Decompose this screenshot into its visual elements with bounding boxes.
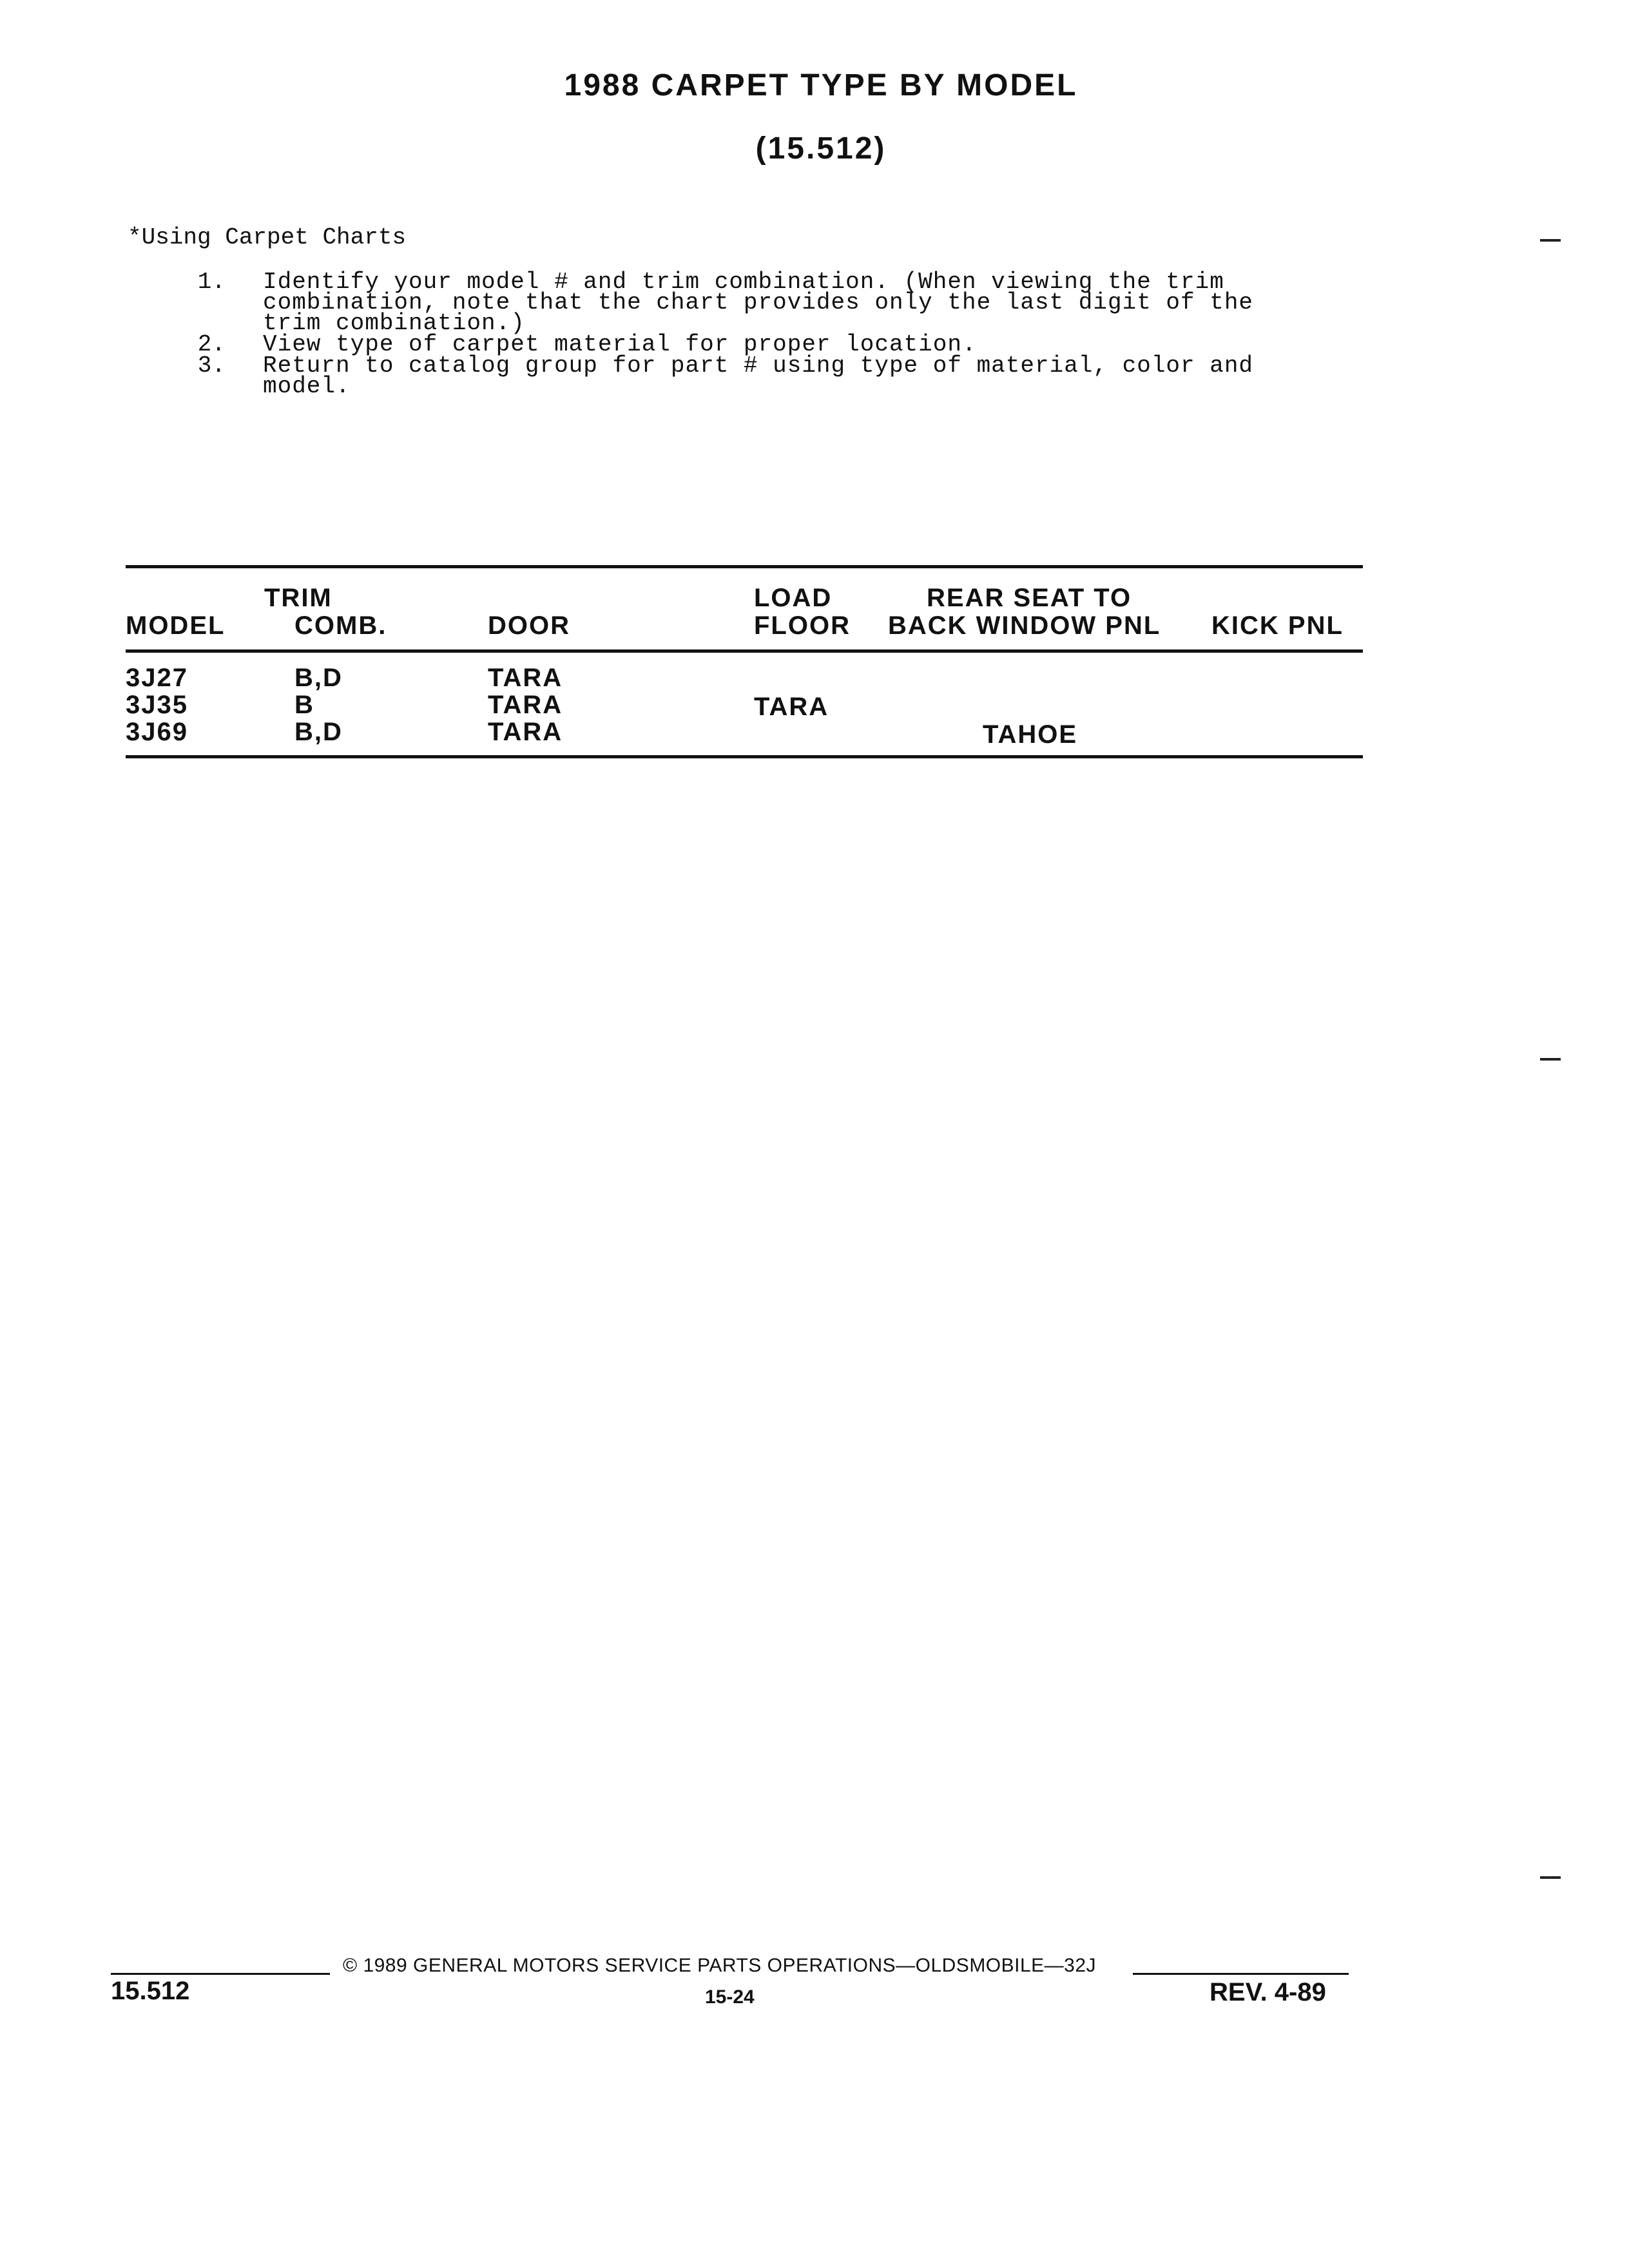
cell-trim: B,D [294, 718, 343, 746]
header-floor: FLOOR [754, 611, 851, 640]
section-number-heading: (15.512) [755, 131, 887, 166]
header-trim: TRIM [264, 584, 333, 612]
cell-rear-seat: TAHOE [983, 720, 1078, 749]
header-model: MODEL [126, 611, 226, 640]
instruction-line: Identify your model # and trim combination. (When viewing the trim [263, 269, 1224, 295]
header-comb: COMB. [294, 611, 387, 640]
header-rear: REAR SEAT TO [927, 584, 1132, 612]
header-door: DOOR [488, 611, 570, 640]
margin-mark [1540, 1876, 1561, 1879]
cell-door: TARA [488, 718, 563, 746]
header-load: LOAD [754, 584, 833, 612]
margin-mark [1540, 1058, 1561, 1061]
footer-section-number: 15.512 [111, 1977, 190, 2005]
intro-text: *Using Carpet Charts [128, 224, 407, 251]
cell-model: 3J69 [126, 718, 188, 746]
header-back-window: BACK WINDOW PNL [888, 611, 1161, 640]
cell-trim: B,D [294, 664, 343, 692]
page-title: 1988 CARPET TYPE BY MODEL [564, 68, 1078, 102]
header-rule [126, 649, 1363, 653]
instruction-number: 1. [197, 269, 226, 295]
instruction-line: View type of carpet material for proper location. [263, 331, 977, 358]
cell-trim: B [294, 691, 314, 719]
header-kick: KICK PNL [1211, 611, 1344, 640]
instruction-line: combination, note that the chart provides only the last digit of the [263, 289, 1254, 316]
instruction-line: Return to catalog group for part # using type of material, color and [263, 352, 1254, 379]
footer-revision: REV. 4-89 [1210, 1978, 1326, 2006]
margin-mark [1540, 239, 1561, 242]
instruction-number: 3. [197, 352, 226, 379]
cell-door: TARA [488, 664, 563, 692]
footer-rule-right [1133, 1973, 1349, 1975]
instruction-number: 2. [197, 331, 226, 358]
cell-load-floor: TARA [754, 693, 829, 721]
instruction-line: trim combination.) [263, 310, 525, 336]
cell-model: 3J27 [126, 664, 188, 692]
instruction-line: model. [263, 373, 351, 399]
cell-door: TARA [488, 691, 563, 719]
cell-model: 3J35 [126, 691, 188, 719]
footer-copyright: © 1989 GENERAL MOTORS SERVICE PARTS OPERATIONS—OLDSMOBILE—32J [343, 1955, 1097, 1976]
footer-page-number: 15-24 [705, 1986, 755, 2008]
table-bottom-rule [126, 755, 1363, 758]
footer-rule-left [111, 1973, 330, 1975]
table-top-rule [126, 565, 1363, 568]
